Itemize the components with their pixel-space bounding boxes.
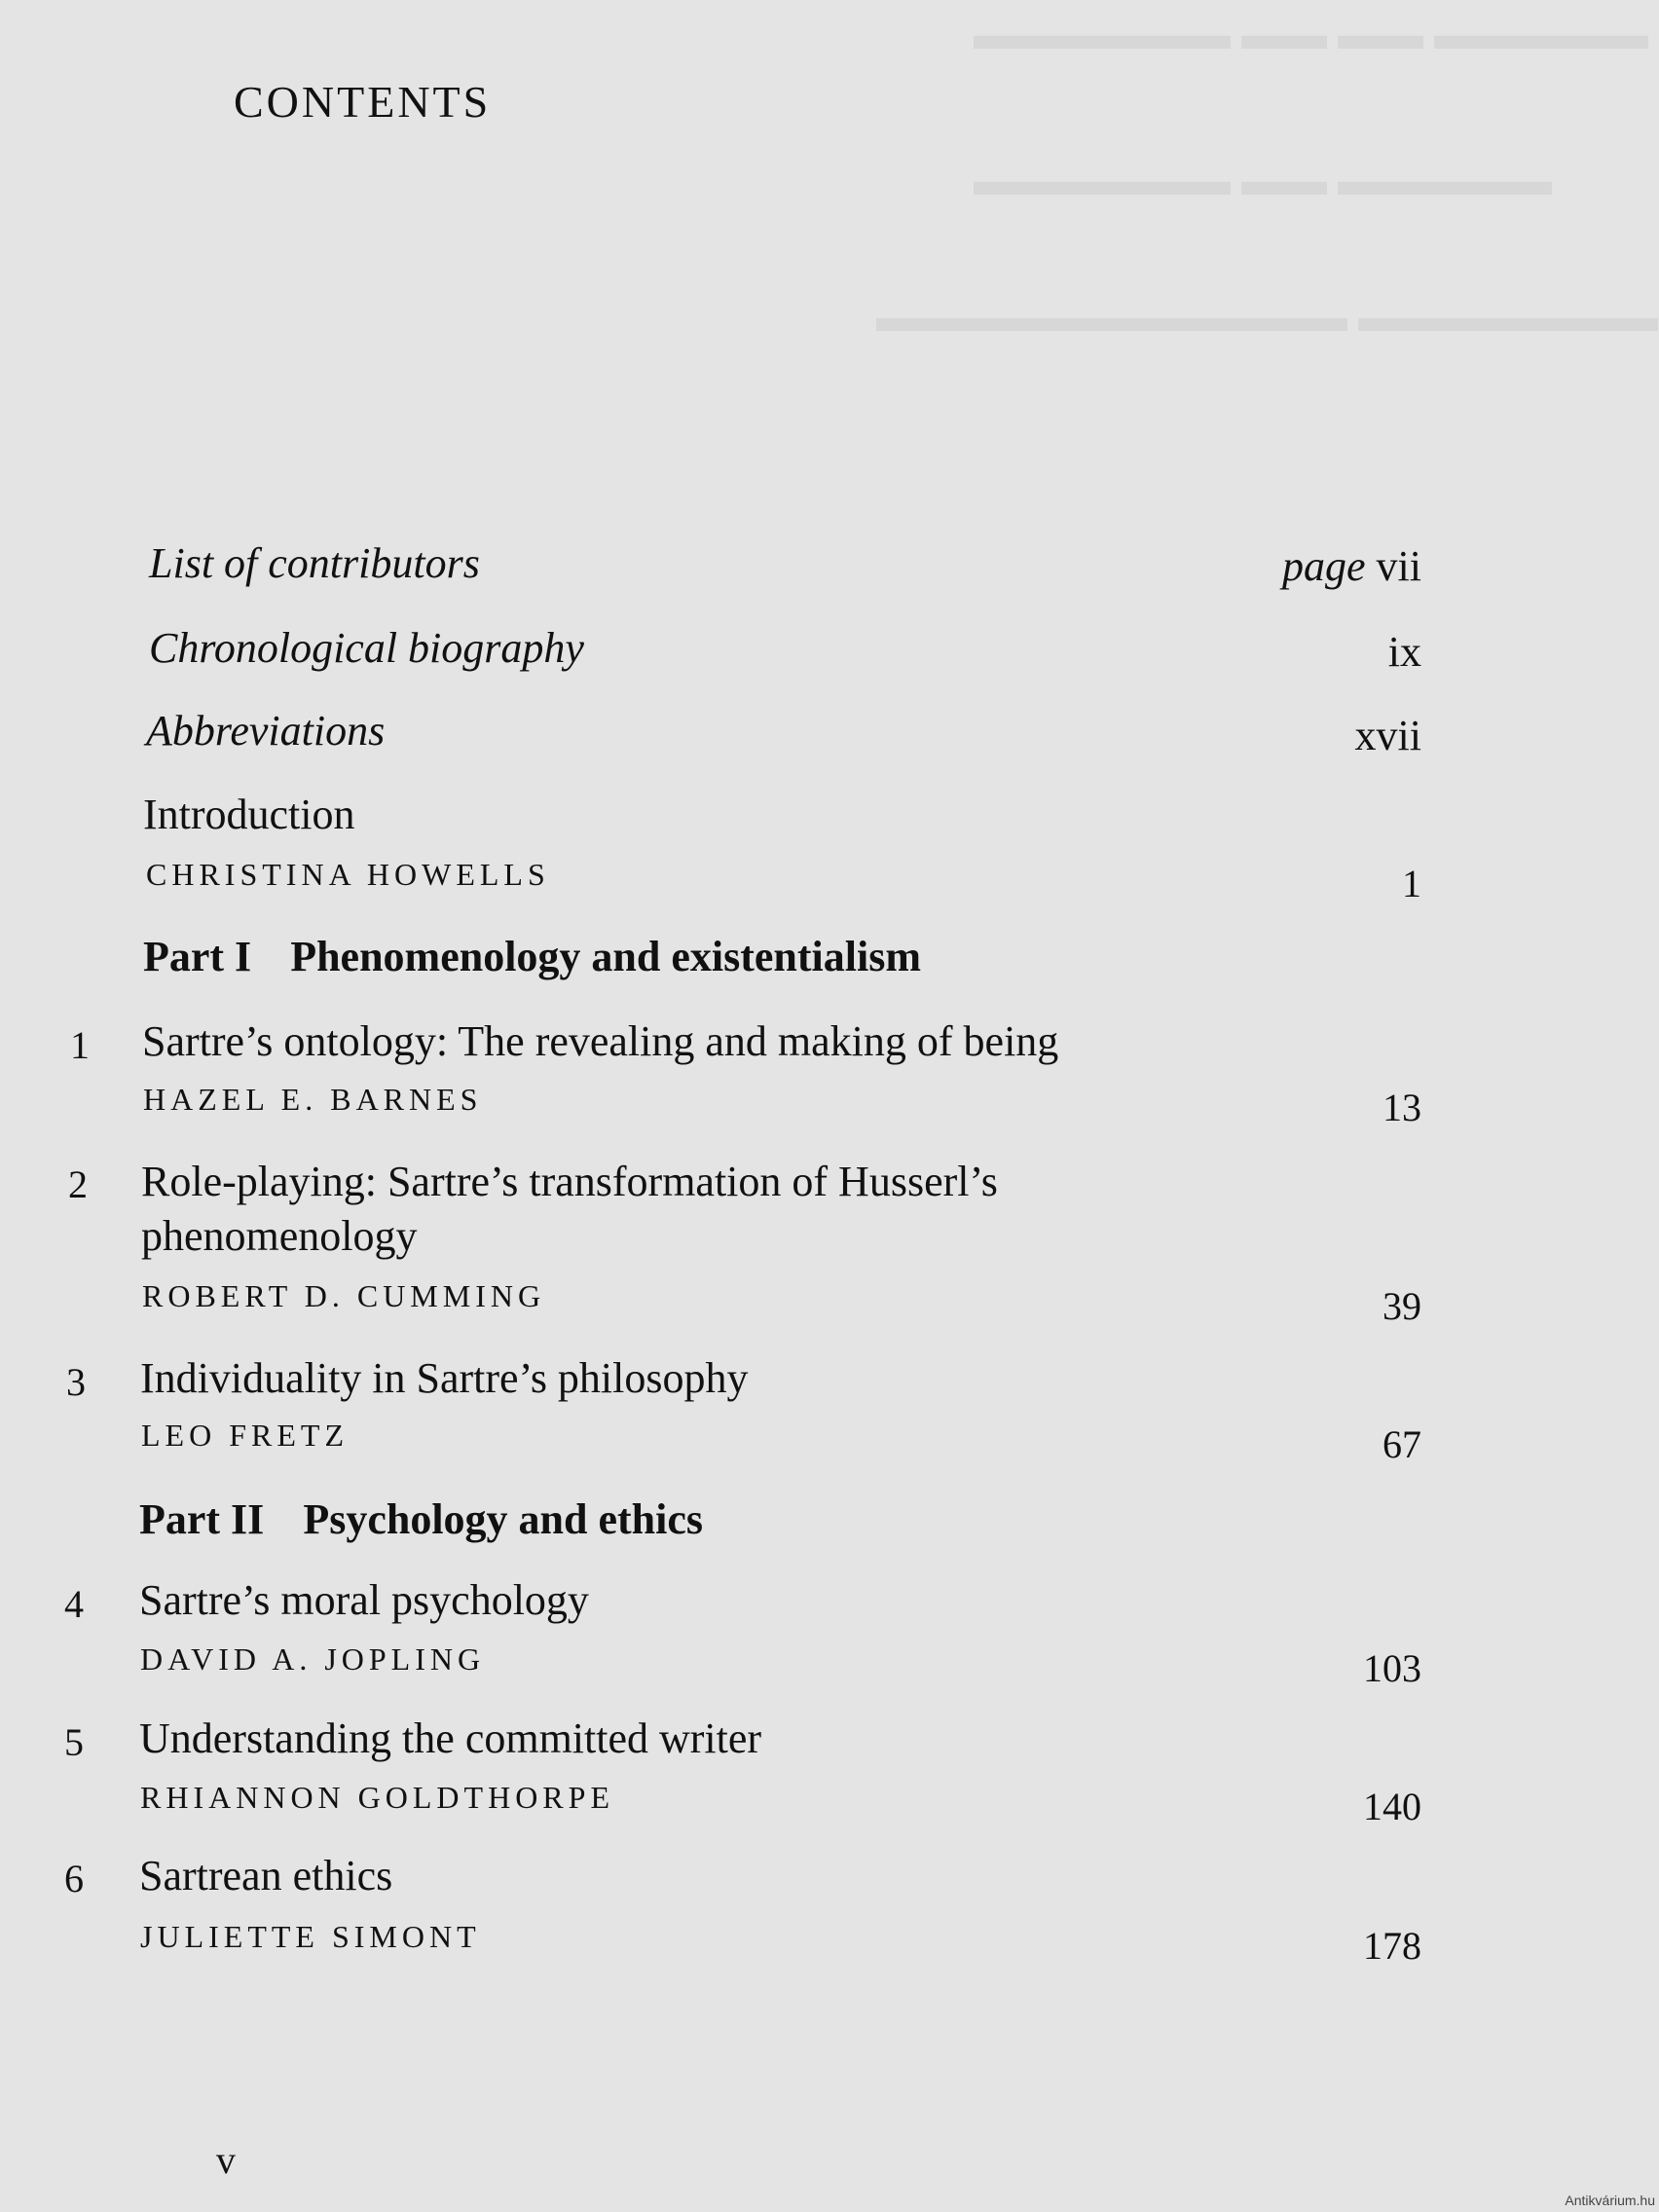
chapter-author: RHIANNON GOLDTHORPE	[140, 1780, 614, 1815]
chapter-author: JULIETTE SIMONT	[140, 1919, 481, 1954]
chapter-number: 5	[64, 1720, 84, 1764]
part-label: Part II	[139, 1495, 265, 1543]
chapter-number: 3	[66, 1360, 86, 1404]
toc-page-contributors	[1282, 541, 1421, 591]
page-prefix: page	[1282, 542, 1366, 590]
chapter-page: 103	[1363, 1646, 1421, 1690]
part-title: Phenomenology and existentialism	[290, 933, 921, 980]
chapter-title: Role-playing: Sartre’s transformation of Husserl’s	[141, 1158, 998, 1205]
chapter-number: 2	[68, 1162, 88, 1206]
chapter-number: 6	[64, 1857, 84, 1900]
page-title: CONTENTS	[234, 77, 492, 127]
chapter-title-continued: phenomenology	[141, 1212, 418, 1260]
toc-page-introduction: 1	[1402, 862, 1421, 905]
toc-author-introduction: CHRISTINA HOWELLS	[146, 857, 550, 892]
chapter-title: Understanding the committed writer	[139, 1714, 762, 1762]
watermark-credit: Antikvárium.hu	[1565, 2193, 1655, 2208]
chapter-page: 67	[1382, 1422, 1421, 1466]
part-heading-2	[139, 1494, 703, 1544]
chapter-page: 140	[1363, 1785, 1421, 1828]
page-folio: v	[216, 2138, 236, 2182]
page-number: vii	[1376, 542, 1421, 590]
show-through-text: ▬▬▬▬▬ ▬▬ ▬▬ ▬▬▬▬▬▬	[974, 11, 1648, 58]
toc-title-chronology: Chronological biography	[149, 624, 584, 672]
toc-title-introduction: Introduction	[143, 791, 355, 838]
toc-title-contributors: List of contributors	[149, 539, 480, 587]
chapter-author: HAZEL E. BARNES	[143, 1082, 483, 1117]
part-title: Psychology and ethics	[303, 1495, 704, 1543]
chapter-author: DAVID A. JOPLING	[140, 1641, 486, 1677]
part-heading-1	[143, 932, 921, 981]
chapter-number: 1	[70, 1023, 90, 1067]
show-through-text: ▬▬▬▬▬ ▬▬ ▬▬▬▬▬▬	[974, 157, 1552, 204]
chapter-page: 13	[1382, 1086, 1421, 1129]
toc-page-abbreviations: xvii	[1354, 712, 1421, 759]
chapter-number: 4	[64, 1582, 84, 1626]
toc-page-chronology: ix	[1387, 628, 1421, 676]
chapter-author: LEO FRETZ	[141, 1418, 349, 1453]
chapter-page: 178	[1363, 1924, 1421, 1968]
chapter-author: ROBERT D. CUMMING	[142, 1278, 546, 1313]
chapter-title: Sartrean ethics	[139, 1852, 393, 1899]
chapter-title: Sartre’s ontology: The revealing and making of being	[142, 1017, 1059, 1065]
toc-title-abbreviations: Abbreviations	[146, 707, 386, 755]
show-through-text: ▬▬▬▬▬▬▬ ▬▬▬▬▬▬▬▬▬▬▬	[876, 293, 1658, 341]
chapter-title: Individuality in Sartre’s philosophy	[140, 1354, 749, 1402]
chapter-title: Sartre’s moral psychology	[139, 1576, 589, 1624]
chapter-page: 39	[1382, 1284, 1421, 1328]
part-label: Part I	[143, 933, 252, 980]
